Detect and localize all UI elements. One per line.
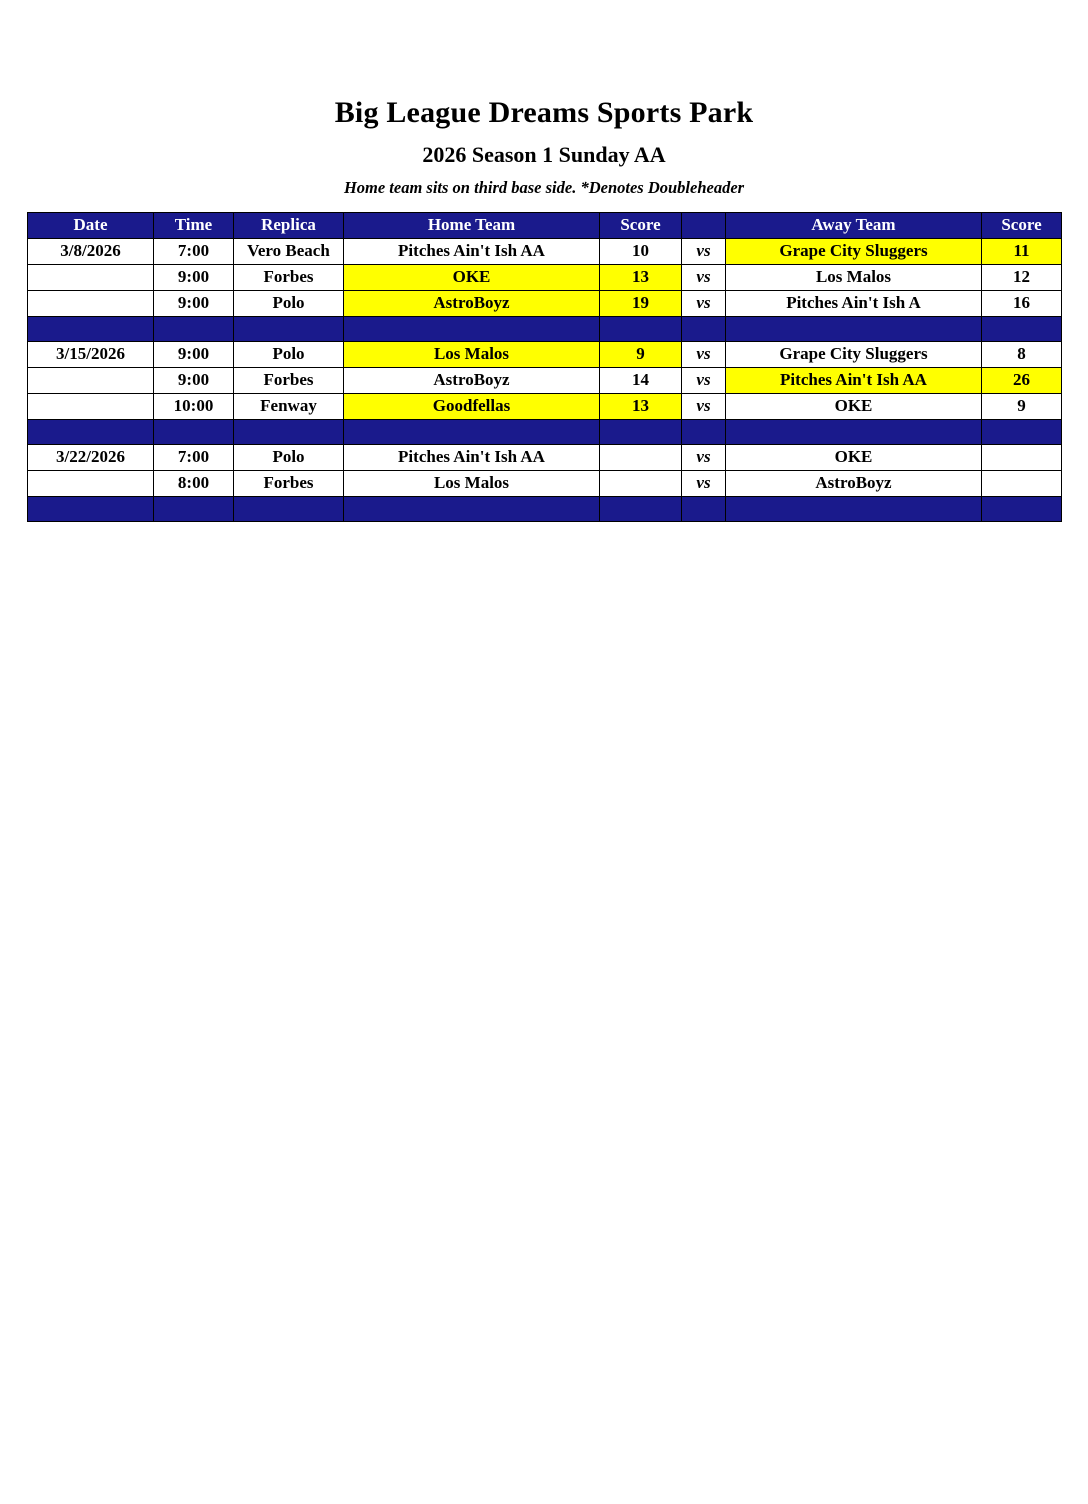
cell-away-team: Grape City Sluggers (726, 238, 982, 264)
table-spacer-cell (600, 496, 682, 521)
cell-away-score (982, 444, 1062, 470)
table-spacer-cell (600, 419, 682, 444)
column-header-time: Time (154, 212, 234, 238)
cell-home-score: 13 (600, 264, 682, 290)
cell-time: 9:00 (154, 264, 234, 290)
cell-home-team: AstroBoyz (344, 290, 600, 316)
cell-replica: Forbes (234, 367, 344, 393)
cell-date (28, 290, 154, 316)
cell-home-score: 19 (600, 290, 682, 316)
table-spacer-row (28, 496, 1062, 521)
table-spacer-cell (982, 419, 1062, 444)
cell-vs: vs (682, 264, 726, 290)
cell-time: 10:00 (154, 393, 234, 419)
cell-time: 7:00 (154, 444, 234, 470)
table-spacer-cell (344, 419, 600, 444)
cell-replica: Polo (234, 341, 344, 367)
cell-time: 7:00 (154, 238, 234, 264)
table-spacer-cell (234, 419, 344, 444)
cell-home-score: 9 (600, 341, 682, 367)
table-spacer-cell (154, 496, 234, 521)
table-spacer-cell (682, 496, 726, 521)
table-row (28, 290, 1062, 316)
cell-away-score: 8 (982, 341, 1062, 367)
cell-away-team: OKE (726, 444, 982, 470)
cell-date (28, 470, 154, 496)
cell-date: 3/8/2026 (28, 238, 154, 264)
column-header-vs (682, 212, 726, 238)
cell-away-team: AstroBoyz (726, 470, 982, 496)
page-note: Home team sits on third base side. *Denotes Doubleheader (343, 177, 745, 197)
cell-home-score: 10 (600, 238, 682, 264)
table-row (28, 341, 1062, 367)
table-spacer-row (28, 316, 1062, 341)
cell-time: 9:00 (154, 367, 234, 393)
table-spacer-cell (982, 496, 1062, 521)
table-spacer-cell (682, 419, 726, 444)
cell-away-score: 16 (982, 290, 1062, 316)
table-header-row (28, 212, 1062, 238)
table-spacer-cell (982, 316, 1062, 341)
cell-vs: vs (682, 238, 726, 264)
table-row (28, 470, 1062, 496)
schedule-table-body (28, 238, 1062, 521)
table-spacer-cell (234, 496, 344, 521)
cell-home-team: Los Malos (344, 470, 600, 496)
table-spacer-cell (344, 316, 600, 341)
cell-vs: vs (682, 290, 726, 316)
cell-replica: Polo (234, 290, 344, 316)
table-row (28, 444, 1062, 470)
table-spacer-cell (154, 316, 234, 341)
schedule-table-wrap (27, 212, 1061, 522)
column-header-away-team: Away Team (726, 212, 982, 238)
table-spacer-cell (600, 316, 682, 341)
cell-date (28, 367, 154, 393)
cell-vs: vs (682, 367, 726, 393)
table-row (28, 238, 1062, 264)
cell-date: 3/15/2026 (28, 341, 154, 367)
cell-away-team: Pitches Ain't Ish A (726, 290, 982, 316)
table-spacer-row (28, 419, 1062, 444)
cell-vs: vs (682, 444, 726, 470)
cell-home-team: AstroBoyz (344, 367, 600, 393)
cell-replica: Forbes (234, 264, 344, 290)
cell-home-team: Los Malos (344, 341, 600, 367)
page-title: Big League Dreams Sports Park (334, 96, 754, 129)
cell-time: 8:00 (154, 470, 234, 496)
cell-away-score: 12 (982, 264, 1062, 290)
table-spacer-cell (154, 419, 234, 444)
table-spacer-cell (726, 496, 982, 521)
cell-away-score: 9 (982, 393, 1062, 419)
cell-home-team: Pitches Ain't Ish AA (344, 238, 600, 264)
cell-date (28, 264, 154, 290)
cell-time: 9:00 (154, 341, 234, 367)
cell-away-score: 11 (982, 238, 1062, 264)
cell-date: 3/22/2026 (28, 444, 154, 470)
cell-replica: Polo (234, 444, 344, 470)
cell-away-team: OKE (726, 393, 982, 419)
cell-home-team: Goodfellas (344, 393, 600, 419)
table-spacer-cell (28, 419, 154, 444)
cell-away-team: Los Malos (726, 264, 982, 290)
cell-vs: vs (682, 341, 726, 367)
cell-vs: vs (682, 393, 726, 419)
cell-replica: Forbes (234, 470, 344, 496)
title-block (0, 96, 1088, 198)
cell-replica: Vero Beach (234, 238, 344, 264)
table-spacer-cell (28, 316, 154, 341)
cell-home-score: 13 (600, 393, 682, 419)
table-spacer-cell (682, 316, 726, 341)
cell-home-score (600, 444, 682, 470)
cell-home-team: Pitches Ain't Ish AA (344, 444, 600, 470)
column-header-date: Date (28, 212, 154, 238)
table-spacer-cell (28, 496, 154, 521)
table-spacer-cell (234, 316, 344, 341)
cell-away-team: Pitches Ain't Ish AA (726, 367, 982, 393)
cell-away-score: 26 (982, 367, 1062, 393)
table-spacer-cell (726, 316, 982, 341)
schedule-table (27, 212, 1062, 522)
page-subtitle: 2026 Season 1 Sunday AA (422, 141, 666, 167)
table-row (28, 264, 1062, 290)
table-row (28, 393, 1062, 419)
column-header-away-score: Score (982, 212, 1062, 238)
cell-home-team: OKE (344, 264, 600, 290)
cell-home-score: 14 (600, 367, 682, 393)
table-spacer-cell (726, 419, 982, 444)
table-spacer-cell (344, 496, 600, 521)
cell-replica: Fenway (234, 393, 344, 419)
cell-time: 9:00 (154, 290, 234, 316)
cell-date (28, 393, 154, 419)
column-header-home-team: Home Team (344, 212, 600, 238)
table-row (28, 367, 1062, 393)
document-page (0, 96, 1088, 1504)
cell-vs: vs (682, 470, 726, 496)
cell-away-team: Grape City Sluggers (726, 341, 982, 367)
column-header-home-score: Score (600, 212, 682, 238)
cell-home-score (600, 470, 682, 496)
column-header-replica: Replica (234, 212, 344, 238)
cell-away-score (982, 470, 1062, 496)
